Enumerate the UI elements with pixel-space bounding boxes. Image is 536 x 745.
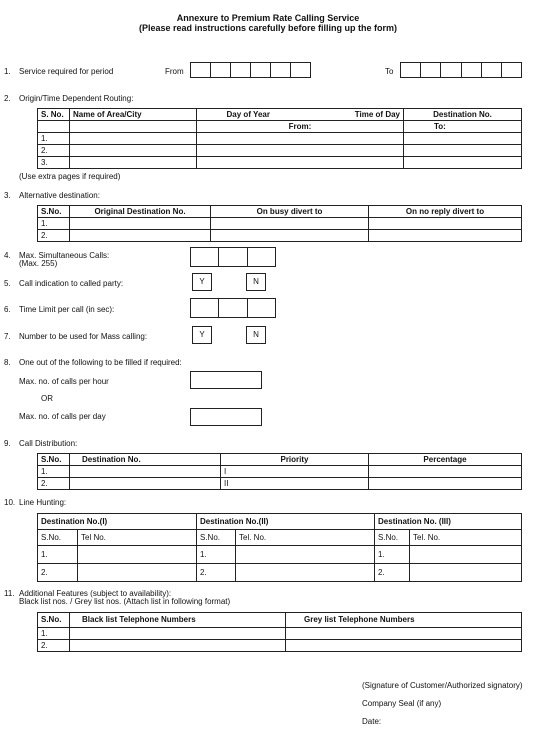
call-distribution-label: Call Distribution: — [19, 439, 78, 448]
max-calls-field[interactable] — [190, 247, 276, 267]
section-number: 3. — [4, 191, 11, 200]
or-label: OR — [41, 394, 53, 403]
row-number: 1. — [38, 133, 70, 145]
col-header: S.No. — [38, 613, 70, 628]
table-cell[interactable] — [369, 478, 522, 490]
table-row — [38, 230, 522, 242]
max-calls-note: (Max. 255) — [19, 259, 58, 268]
row-number: 1. — [197, 546, 236, 564]
alt-dest-label: Alternative destination: — [19, 191, 100, 200]
col-header: S.No. — [197, 530, 236, 546]
yes-option[interactable]: Y — [192, 326, 212, 344]
table-cell[interactable] — [236, 564, 375, 582]
table-cell[interactable] — [369, 466, 522, 478]
row-number: 2. — [38, 640, 70, 652]
line-hunting-label: Line Hunting: — [19, 498, 67, 507]
table-cell[interactable] — [211, 230, 369, 242]
table-cell[interactable] — [286, 628, 522, 640]
table-row — [38, 133, 522, 145]
table-cell[interactable] — [197, 145, 404, 157]
no-option[interactable]: N — [246, 273, 266, 291]
section-number: 8. — [4, 358, 11, 367]
row-number: 1. — [38, 628, 70, 640]
col-header: On busy divert to — [211, 206, 369, 218]
table-cell[interactable] — [70, 478, 221, 490]
additional-features-label: Additional Features (subject to availability): — [19, 589, 172, 598]
call-distribution-table — [37, 453, 522, 490]
row-number: 2. — [375, 564, 410, 582]
max-calls-label: Max. Simultaneous Calls: — [19, 251, 110, 260]
extra-pages-note: (Use extra pages if required) — [19, 172, 121, 181]
from-subheader: From: — [197, 121, 404, 133]
col-header: S.No. — [38, 454, 70, 466]
table-cell[interactable] — [70, 218, 211, 230]
calls-per-day-label: Max. no. of calls per day — [19, 412, 106, 421]
table-cell[interactable] — [404, 133, 522, 145]
page-subtitle: (Please read instructions carefully before filling up the form) — [138, 23, 398, 33]
time-limit-field[interactable] — [190, 298, 276, 318]
col-header: Destination No. — [70, 454, 221, 466]
col-header: Time of Day — [300, 109, 404, 121]
from-date-field[interactable] — [190, 62, 311, 78]
table-cell[interactable] — [369, 218, 522, 230]
table-cell[interactable] — [70, 466, 221, 478]
col-header: Tel. No. — [410, 530, 522, 546]
table-cell[interactable] — [211, 218, 369, 230]
table-cell[interactable] — [70, 133, 197, 145]
section-number: 10. — [4, 498, 16, 507]
section-number: 11. — [4, 589, 15, 598]
col-header: S. No. — [38, 109, 70, 121]
call-indication-label: Call indication to called party: — [19, 279, 124, 288]
table-cell[interactable] — [70, 230, 211, 242]
section-number: 1. — [4, 67, 11, 76]
table-row — [38, 145, 522, 157]
signature-line: (Signature of Customer/Authorized signatory) — [362, 681, 523, 690]
table-row — [38, 564, 522, 582]
row-number: 2. — [38, 230, 70, 242]
blacklist-table — [37, 612, 522, 652]
mass-calling-label: Number to be used for Mass calling: — [19, 332, 148, 341]
routing-label: Origin/Time Dependent Routing: — [19, 94, 134, 103]
col-header: S.No. — [38, 530, 78, 546]
row-number: 2. — [197, 564, 236, 582]
table-row — [38, 628, 522, 640]
time-limit-label: Time Limit per call (in sec): — [19, 305, 115, 314]
row-number: 3. — [38, 157, 70, 169]
row-number: 1. — [375, 546, 410, 564]
col-header: Black list Telephone Numbers — [70, 613, 286, 628]
col-header: Original Destination No. — [70, 206, 211, 218]
section-number: 2. — [4, 94, 11, 103]
col-header: Tel No. — [78, 530, 197, 546]
section-number: 7. — [4, 332, 11, 341]
calls-per-hour-field[interactable] — [190, 371, 262, 389]
line-hunting-table — [37, 513, 522, 582]
col-header: Tel. No. — [236, 530, 375, 546]
priority-cell: I — [221, 466, 369, 478]
to-date-field[interactable] — [400, 62, 522, 78]
company-seal-line: Company Seal (if any) — [362, 699, 442, 708]
col-header: Name of Area/City — [70, 109, 197, 121]
table-cell[interactable] — [70, 157, 197, 169]
table-row — [38, 640, 522, 652]
col-header: On no reply divert to — [369, 206, 522, 218]
routing-table — [37, 108, 522, 169]
alt-dest-table — [37, 205, 522, 242]
table-cell[interactable] — [197, 133, 404, 145]
row-number: 2. — [38, 478, 70, 490]
section-number: 4. — [4, 251, 11, 260]
col-header: Percentage — [369, 454, 522, 466]
rate-limit-label: One out of the following to be filled if required: — [19, 358, 182, 367]
table-cell[interactable] — [78, 564, 197, 582]
no-option[interactable]: N — [246, 326, 266, 344]
table-row — [38, 478, 522, 490]
table-cell[interactable] — [70, 628, 286, 640]
row-number: 1. — [38, 466, 70, 478]
page-title: Annexure to Premium Rate Calling Service — [176, 13, 360, 23]
table-cell[interactable] — [369, 230, 522, 242]
row-number: 1. — [38, 218, 70, 230]
table-row — [38, 466, 522, 478]
row-number: 1. — [38, 546, 78, 564]
table-cell[interactable] — [404, 145, 522, 157]
group-header: Destination No.(II) — [197, 514, 375, 530]
table-cell[interactable] — [70, 145, 197, 157]
row-number: 2. — [38, 145, 70, 157]
period-label: Service required for period — [19, 67, 114, 76]
table-row — [38, 546, 522, 564]
group-header: Destination No.(I) — [38, 514, 197, 530]
table-cell[interactable] — [236, 546, 375, 564]
table-row — [38, 218, 522, 230]
col-header: Destination No. — [404, 109, 522, 121]
table-cell[interactable] — [410, 564, 522, 582]
table-cell[interactable] — [404, 157, 522, 169]
col-header: Priority — [221, 454, 369, 466]
section-number: 5. — [4, 279, 11, 288]
table-cell[interactable] — [197, 157, 404, 169]
to-subheader: To: — [404, 121, 522, 133]
col-header: S.No. — [38, 206, 70, 218]
table-cell[interactable] — [78, 546, 197, 564]
from-label: From — [165, 67, 184, 76]
calls-per-hour-label: Max. no. of calls per hour — [19, 377, 109, 386]
col-header: Day of Year — [197, 109, 300, 121]
date-line: Date: — [362, 717, 382, 726]
calls-per-day-field[interactable] — [190, 408, 262, 426]
table-cell[interactable] — [70, 640, 286, 652]
blacklist-note: Black list nos. / Grey list nos. (Attach list in following format) — [19, 597, 231, 606]
section-number: 6. — [4, 305, 11, 314]
priority-cell: II — [221, 478, 369, 490]
group-header: Destination No. (III) — [375, 514, 522, 530]
col-header: S.No. — [375, 530, 410, 546]
col-header: Grey list Telephone Numbers — [286, 613, 522, 628]
table-cell[interactable] — [410, 546, 522, 564]
table-row — [38, 157, 522, 169]
row-number: 2. — [38, 564, 78, 582]
table-cell[interactable] — [286, 640, 522, 652]
section-number: 9. — [4, 439, 11, 448]
yes-option[interactable]: Y — [192, 273, 212, 291]
to-label: To — [385, 67, 394, 76]
